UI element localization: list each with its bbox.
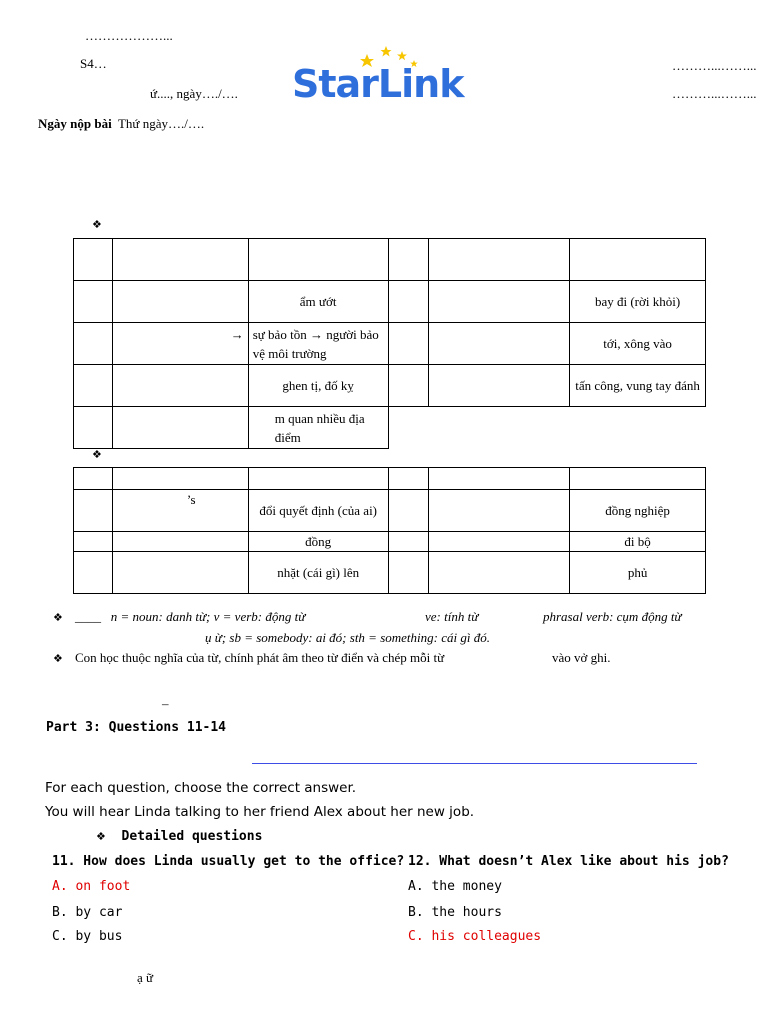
table-cell <box>388 239 429 281</box>
table-cell: ẩm ướt <box>248 281 388 323</box>
table-cell <box>112 407 248 449</box>
dash-mark: – <box>162 696 169 711</box>
table-row <box>74 407 706 449</box>
q12-option-a[interactable]: A. the money <box>408 879 502 894</box>
logo-text: StarLink <box>292 62 464 106</box>
table-cell <box>74 365 113 407</box>
note2-line: Con học thuộc nghĩa của từ, chính phát âm theo từ điển và chép mỗi từ <box>75 650 445 665</box>
table-row <box>74 490 706 532</box>
due-date-value: Thứ ngày…./…. <box>117 116 205 131</box>
detailed-heading-text: Detailed questions <box>121 829 263 844</box>
table-cell: đồng <box>248 532 388 552</box>
table-cell <box>112 532 248 552</box>
table-cell: đi bộ <box>570 532 706 552</box>
right-blank-2: ………...……... <box>672 86 757 101</box>
table-cell <box>248 468 388 490</box>
instruction-2: You will hear Linda talking to her friend Alex about her new job. <box>45 804 475 820</box>
table-cell <box>429 365 570 407</box>
detailed-bullet-icon: ❖ <box>96 830 106 843</box>
table-cell <box>112 281 248 323</box>
table-cell <box>429 323 570 365</box>
table-cell <box>74 239 113 281</box>
footer-text: ạ ữ <box>137 970 154 985</box>
q11-option-a[interactable]: A. on foot <box>52 879 131 894</box>
table-cell: sự bảo tồn → người bảo vệ môi trường <box>248 323 388 365</box>
table-cell <box>248 239 388 281</box>
table-cell: ghen tị, đố kỵ <box>248 365 388 407</box>
table-row <box>74 532 706 552</box>
table-cell <box>112 365 248 407</box>
table-cell: m quan nhiều địa điểm <box>248 407 388 449</box>
note1-bullet-icon: ❖ <box>53 611 63 624</box>
table-cell: nhặt (cái gì) lên <box>248 552 388 594</box>
table-cell-empty <box>570 407 706 449</box>
table-cell <box>388 490 429 532</box>
q12-question: 12. What doesn’t Alex like about his job? <box>408 854 729 869</box>
q12-option-c[interactable]: C. his colleagues <box>408 929 542 944</box>
table2-marker: ❖ <box>92 448 102 461</box>
table-cell <box>74 552 113 594</box>
table-cell-empty <box>429 407 570 449</box>
note2-bullet-icon: ❖ <box>53 652 63 665</box>
note2-end: vào vở ghi. <box>552 650 611 665</box>
table-cell <box>74 468 113 490</box>
class-code: S4… <box>80 56 107 71</box>
note1-line2: ụ ừ; sb = somebody: ai đó; sth = something: cái gì đó. <box>205 630 490 645</box>
q11-option-c[interactable]: C. by bus <box>52 929 123 944</box>
table-cell <box>74 323 113 365</box>
table-cell <box>112 468 248 490</box>
vocab-table-1 <box>73 238 706 449</box>
date-line: ứ...., ngày…./…. <box>150 86 238 101</box>
starlink-logo <box>290 44 480 110</box>
table-cell <box>388 323 429 365</box>
table-cell: tới, xông vào <box>570 323 706 365</box>
table-cell <box>112 239 248 281</box>
table-row <box>74 323 706 365</box>
note1-noun: n = noun: danh từ; v = verb: động từ <box>110 609 306 624</box>
table-cell <box>388 365 429 407</box>
table-cell-empty <box>388 407 429 449</box>
part3-title: Part 3: Questions 11-14 <box>46 720 227 735</box>
instruction-1: For each question, choose the correct answer. <box>45 780 357 796</box>
table-cell <box>74 490 113 532</box>
note1-phrasal: phrasal verb: cụm động từ <box>543 609 682 624</box>
q11-option-b[interactable]: B. by car <box>52 905 123 920</box>
table-row <box>74 239 706 281</box>
q11-question: 11. How does Linda usually get to the office? <box>52 854 405 869</box>
table-cell <box>112 552 248 594</box>
table-cell: bay đi (rời khỏi) <box>570 281 706 323</box>
table-cell <box>429 552 570 594</box>
table-cell <box>429 490 570 532</box>
table-cell: đổi quyết định (của ai) <box>248 490 388 532</box>
table-cell: → <box>112 323 248 365</box>
vocab-table-2 <box>73 467 706 594</box>
table-cell: tấn công, vung tay đánh <box>570 365 706 407</box>
note1-line <box>75 609 305 625</box>
table-row <box>74 468 706 490</box>
table-cell <box>429 239 570 281</box>
due-date-line <box>38 116 204 132</box>
q12-option-b[interactable]: B. the hours <box>408 905 502 920</box>
blue-divider <box>252 763 697 764</box>
table-cell <box>429 281 570 323</box>
table-cell <box>74 281 113 323</box>
table1-marker: ❖ <box>92 218 102 231</box>
table-row <box>74 365 706 407</box>
table-cell <box>74 407 113 449</box>
header-dots: ………………... <box>85 28 173 43</box>
table-cell <box>429 468 570 490</box>
table-cell <box>429 532 570 552</box>
table-cell <box>388 468 429 490</box>
table-cell <box>388 532 429 552</box>
table-cell: đồng nghiệp <box>570 490 706 532</box>
right-blank-1: ………...……... <box>672 58 757 73</box>
table-cell: ’s <box>112 490 248 532</box>
table-cell <box>388 281 429 323</box>
table-cell <box>570 468 706 490</box>
note1-adj: ve: tính từ <box>425 609 479 624</box>
due-date-label: Ngày nộp bài <box>38 116 112 131</box>
table-row <box>74 281 706 323</box>
table-cell <box>74 532 113 552</box>
table-row <box>74 552 706 594</box>
table-cell <box>570 239 706 281</box>
detailed-heading <box>96 829 262 844</box>
table-cell <box>388 552 429 594</box>
table-cell: phủ <box>570 552 706 594</box>
note1-blank: ____ <box>75 609 101 624</box>
